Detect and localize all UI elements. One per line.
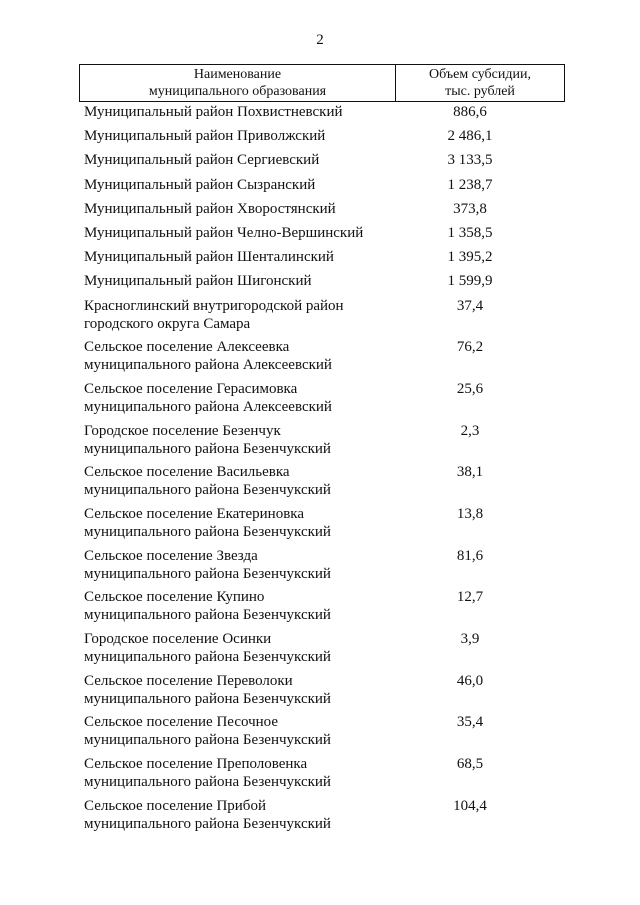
municipality-name-cell: [79, 176, 395, 194]
municipality-name-line: Сельское поселение Звезда: [84, 547, 258, 564]
table-row: [79, 338, 565, 380]
table-row: [79, 713, 565, 755]
table-row: [79, 588, 565, 630]
column-header-name-line2: муниципального образования: [148, 84, 327, 99]
municipality-name-line: муниципального района Безенчукский: [84, 482, 331, 499]
municipality-name-cell: [79, 713, 395, 749]
subsidy-value-cell: 37,4: [456, 297, 484, 314]
municipality-name-line: Сельское поселение Купино: [84, 589, 265, 606]
table-row: [79, 422, 565, 464]
table-row: [79, 380, 565, 422]
municipality-name-line: муниципального района Безенчукский: [84, 607, 331, 624]
municipality-name-line: муниципального района Безенчукский: [84, 523, 331, 540]
municipality-name-line: муниципального района Алексеевский: [84, 357, 332, 374]
page-number: 2: [316, 32, 324, 48]
subsidy-value-cell: 81,6: [456, 547, 484, 564]
municipality-name-line: Городское поселение Осинки: [84, 631, 272, 647]
subsidy-value-cell: 373,8: [453, 200, 487, 217]
municipality-name-cell: [79, 297, 395, 333]
municipality-name-line: Муниципальный район Шигонский: [84, 273, 312, 290]
municipality-name-cell: [79, 248, 395, 266]
subsidy-value-cell: 46,0: [456, 672, 484, 689]
subsidy-value-cell: 12,7: [456, 589, 484, 606]
table-row: [79, 248, 565, 272]
table-row: [79, 547, 565, 589]
municipality-name-line: Сельское поселение Песочное: [84, 714, 278, 731]
column-header-value-line1: Объем субсидии,: [429, 67, 531, 82]
municipality-name-line: Сельское поселение Герасимовка: [84, 380, 298, 397]
municipality-name-cell: [79, 272, 395, 290]
municipality-name-cell: [79, 797, 395, 833]
column-header-value-line2: тыс. рублей: [445, 84, 515, 99]
municipality-name-cell: [79, 630, 395, 666]
municipality-name-line: Муниципальный район Шенталинский: [84, 249, 334, 266]
subsidy-value-cell: 68,5: [456, 756, 484, 773]
municipality-name-cell: [79, 380, 395, 416]
municipality-name-line: Муниципальный район Челно-Вершинский: [84, 224, 364, 241]
table-row: [79, 127, 565, 151]
table-row: [79, 630, 565, 672]
subsidy-value-cell: 2 486,1: [447, 128, 493, 145]
municipality-name-line: муниципального района Безенчукский: [84, 649, 331, 665]
municipality-name-line: Муниципальный район Сергиевский: [84, 152, 320, 169]
subsidy-value-cell: 76,2: [456, 339, 484, 356]
municipality-name-line: Муниципальный район Похвистневский: [84, 104, 343, 120]
municipality-name-cell: [79, 672, 395, 708]
municipality-name-cell: [79, 200, 395, 218]
subsidy-value-cell: 886,6: [453, 104, 487, 120]
table-row: [79, 176, 565, 200]
table-row: [79, 505, 565, 547]
column-header-value: [396, 65, 564, 101]
table-row: [79, 151, 565, 175]
subsidy-value-cell: 13,8: [456, 505, 484, 522]
municipality-name-line: городского округа Самара: [84, 315, 251, 332]
municipality-name-line: муниципального района Безенчукский: [84, 440, 331, 457]
table-row: [79, 755, 565, 797]
municipality-name-line: муниципального района Безенчукский: [84, 565, 331, 582]
municipality-name-cell: [79, 127, 395, 145]
municipality-name-cell: [79, 547, 395, 583]
subsidy-value-cell: 1 599,9: [447, 273, 493, 290]
municipality-name-line: Городское поселение Безенчук: [84, 422, 281, 439]
municipality-name-cell: [79, 338, 395, 374]
municipality-name-line: муниципального района Безенчукский: [84, 732, 331, 749]
subsidy-value-cell: 3,9: [460, 631, 480, 647]
subsidy-table: [79, 64, 565, 838]
municipality-name-line: Муниципальный район Приволжский: [84, 128, 326, 145]
municipality-name-line: Сельское поселение Преполовенка: [84, 756, 308, 773]
municipality-name-cell: [79, 422, 395, 458]
table-header: [79, 64, 565, 102]
municipality-name-line: Сельское поселение Алексеевка: [84, 339, 290, 356]
municipality-name-line: Сельское поселение Васильевка: [84, 464, 290, 481]
table-body: [79, 102, 565, 838]
table-row: [79, 103, 565, 127]
subsidy-value-cell: 25,6: [456, 380, 484, 397]
subsidy-value-cell: 2,3: [460, 422, 480, 439]
table-row: [79, 297, 565, 339]
table-row: [79, 272, 565, 296]
municipality-name-cell: [79, 588, 395, 624]
municipality-name-cell: [79, 755, 395, 791]
municipality-name-line: Муниципальный район Сызранский: [84, 176, 316, 193]
subsidy-value-cell: 1 238,7: [447, 176, 493, 193]
municipality-name-line: муниципального района Безенчукский: [84, 815, 331, 832]
column-header-name: [80, 65, 396, 101]
municipality-name-line: Красноглинский внутригородской район: [84, 297, 344, 314]
municipality-name-line: Муниципальный район Хворостянский: [84, 200, 336, 217]
municipality-name-cell: [79, 151, 395, 169]
subsidy-value-cell: 1 358,5: [447, 224, 493, 241]
municipality-name-line: муниципального района Безенчукский: [84, 690, 331, 707]
table-row: [79, 200, 565, 224]
municipality-name-line: Сельское поселение Переволоки: [84, 672, 293, 689]
municipality-name-cell: [79, 505, 395, 541]
column-header-name-line1: Наименование: [193, 67, 282, 82]
municipality-name-cell: [79, 463, 395, 499]
municipality-name-line: муниципального района Безенчукский: [84, 774, 331, 791]
table-row: [79, 463, 565, 505]
subsidy-value-cell: 3 133,5: [447, 152, 493, 169]
municipality-name-line: муниципального района Алексеевский: [84, 398, 332, 415]
municipality-name-line: Сельское поселение Екатериновка: [84, 505, 305, 522]
subsidy-value-cell: 38,1: [456, 464, 484, 481]
municipality-name-line: Сельское поселение Прибой: [84, 797, 266, 814]
subsidy-value-cell: 1 395,2: [447, 249, 493, 266]
table-row: [79, 797, 565, 839]
table-row: [79, 672, 565, 714]
municipality-name-cell: [79, 224, 395, 242]
subsidy-value-cell: 35,4: [456, 714, 484, 731]
subsidy-value-cell: 104,4: [453, 797, 487, 814]
table-row: [79, 224, 565, 248]
municipality-name-cell: [79, 103, 395, 121]
